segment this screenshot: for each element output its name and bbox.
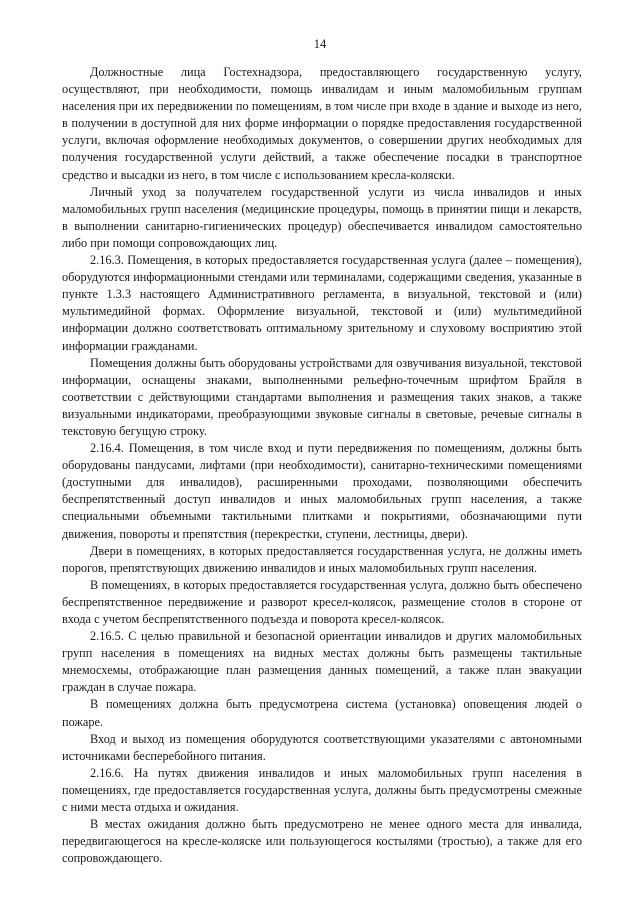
document-body (62, 64, 582, 867)
paragraph-2-16-6: 2.16.6. На путях движения инвалидов и иных маломобильных групп населения в помещениях, где предоставляется государственная услуга, должны быть предусмотрены смежные с ними места отдыха и ожидания. (62, 765, 582, 815)
paragraph-sound-devices: Помещения должны быть оборудованы устройствами для озвучивания визуальной, текстовой информации, оснащены знаками, выполненными рельефно-точечным шрифтом Брайля в соответствии с действующими стандартами выполнения и размещения таких знаков, а также визуальными индикаторами, преобразующими звуковые сигналы в световые, речевые сигналы в текстовую бегущую строку. (62, 355, 582, 438)
paragraph-wheelchair-movement: В помещениях, в которых предоставляется государственная услуга, должно быть обеспечено беспрепятственное передвижение и разворот кресел-колясок, размещение столов в стороне от входа с учетом беспрепятственного подъезда и поворота кресел-колясок. (62, 577, 582, 626)
paragraph-official-assistance: Должностные лица Гостехнадзора, предоставляющего государственную услугу, осуществляют, при необходимости, помощь инвалидам и иным маломобильным группам населения при их передвижении по помещениям, в том числе при входе в здание и выходе из него, в получении в доступной для них форме информации о порядке предоставления государственной услуги, включая оформление необходимых документов, о совершении других необходимых для получения государственной услуги действий, а также обеспечение посадки в транспортное средство и высадки из него, в том числе с использованием кресла-коляски. (62, 65, 582, 182)
paragraph-personal-care: Личный уход за получателем государственной услуги из числа инвалидов и иных маломобильных групп населения (медицинские процедуры, помощь в принятии пищи и лекарств, в выполнении санитарно-гигиенических процедур) обеспечивается инвалидом самостоятельно либо при помощи сопровождающих лиц. (62, 184, 582, 250)
paragraph-doors: Двери в помещениях, в которых предоставляется государственная услуга, не должны иметь порогов, препятствующих движению инвалидов и иных маломобильных групп населения. (62, 543, 582, 575)
page-number: 14 (313, 37, 327, 51)
paragraph-2-16-4: 2.16.4. Помещения, в том числе вход и пути передвижения по помещениям, должны быть оборудованы пандусами, лифтами (при необходимости), санитарно-техническими помещениями (доступными для инвалидов), расширенными проходами, позволяющими обеспечить беспрепятственный доступ инвалидов и иных маломобильных групп населения, а также специальными объемными тактильными плитками и покрытиями, обозначающими пути движения, повороты и препятствия (перекрестки, ступени, лестницы, двери). (62, 441, 582, 541)
paragraph-2-16-3: 2.16.3. Помещения, в которых предоставляется государственная услуга (далее – помещения), оборудуются информационными стендами или терминалами, содержащими сведения, указанные в пункте 1.3.3 настоящего Административного регламента, в визуальной, текстовой и (или) мультимедийной формах. Оформление визуальной, текстовой и (или) мультимедийной информации должно соответствовать оптимальному зрительному и слуховому восприятию этой информации гражданами. (62, 253, 582, 353)
paragraph-2-16-5: 2.16.5. С целью правильной и безопасной ориентации инвалидов и других маломобильных групп населения в помещениях на видных местах должны быть размещены тактильные мнемосхемы, отображающие план размещения данных помещений, а также план эвакуации граждан в случае пожара. (62, 629, 582, 695)
paragraph-entrance-signs: Вход и выход из помещения оборудуются соответствующими указателями с автономными источниками бесперебойного питания. (62, 731, 582, 763)
paragraph-fire-alarm: В помещениях должна быть предусмотрена система (установка) оповещения людей о пожаре. (62, 697, 582, 729)
paragraph-waiting-area: В местах ожидания должно быть предусмотрено не менее одного места для инвалида, передвигающегося на кресле-коляске или пользующегося костылями (тростью), а также для его сопровождающего. (62, 817, 582, 866)
